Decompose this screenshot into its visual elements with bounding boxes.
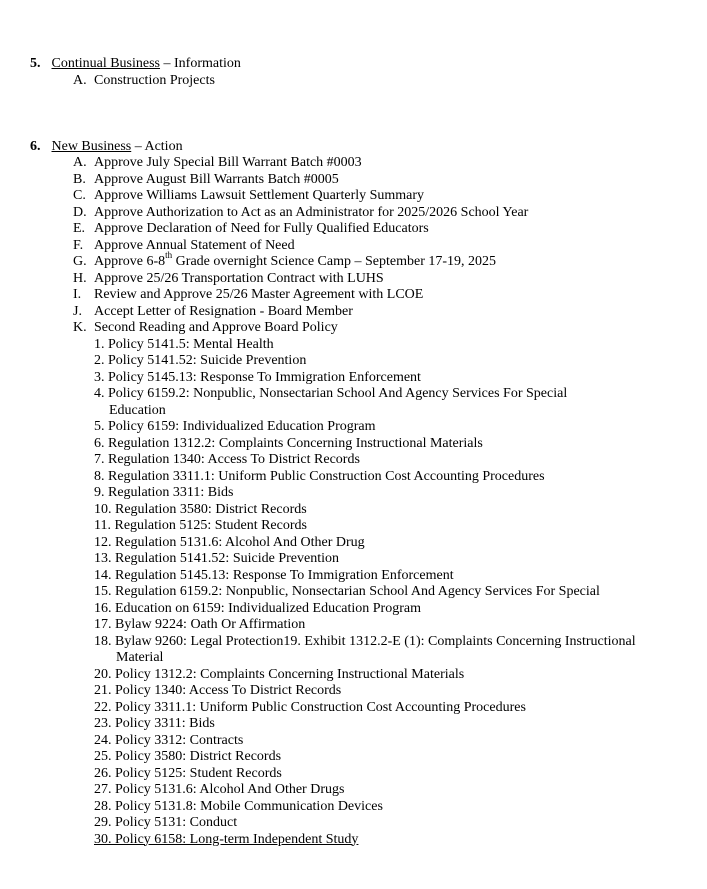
policy-text: Policy 5145.13: Response To Immigration Enforcement [108,369,421,385]
policy-text: Policy 1312.2: Complaints Concerning Instructional Materials [115,666,465,682]
policy-number: 20. [94,666,112,682]
policy-text: Policy 3312: Contracts [115,732,244,748]
item-label: I. [73,287,82,302]
policy-item [94,485,233,501]
item-label: E. [73,221,86,236]
new-business-item [73,155,362,171]
policy-text: Regulation 5131.6: Alcohol And Other Drug [115,534,365,550]
policy-number: 14. [94,567,112,583]
policy-item [94,832,358,848]
policy-text: Policy 6159: Individualized Education Program [108,419,376,434]
item-label: G. [73,254,87,269]
item-text: Second Reading and Approve Board Policy [94,320,338,335]
policy-number: 7. [94,452,105,467]
item-label: J. [73,303,82,319]
policy-item [94,469,545,485]
item-text: Approve August Bill Warrants Batch #0005 [94,171,339,187]
policy-number: 9. [94,485,105,500]
new-business-item [73,238,295,254]
item-text: Approve Williams Lawsuit Settlement Quarterly Summary [94,188,425,203]
policy-item [94,634,636,650]
policy-number: 21. [94,683,112,698]
policy-text: Policy 6158: Long-term Independent Study [115,831,359,847]
policy-number: 6. [94,435,105,451]
policy-number: 5. [94,419,105,434]
policy-text: Policy 3311: Bids [115,716,215,731]
policy-number: 30. [94,831,112,847]
policy-item [94,518,307,534]
item-text: Review and Approve 25/26 Master Agreement with LCOE [94,287,424,302]
policy-item [94,386,567,402]
policy-item [94,370,421,386]
item-label: B. [73,171,86,187]
policy-text: Policy 3580: District Records [115,749,282,764]
new-business-item [73,287,423,303]
policy-text: Policy 5131.8: Mobile Communication Devices [115,798,383,814]
policy-number: 17. [94,617,112,632]
ordinal-superscript: th [165,250,173,261]
policy-item [94,601,421,617]
policy-item [94,551,339,567]
policy-text: Policy 6159.2: Nonpublic, Nonsectarian School And Agency Services For Special [108,386,568,401]
section-5-suffix: – Information [160,56,241,71]
policy-text-continuation: Education [109,402,166,418]
new-business-item [73,271,384,287]
policy-number: 25. [94,749,112,764]
item-text: Approve 25/26 Transportation Contract with LUHS [94,270,384,286]
item-text: Approve July Special Bill Warrant Batch #0003 [94,155,362,170]
policy-number: 28. [94,798,112,814]
policy-item [94,617,305,633]
policy-number: 2. [94,353,105,368]
policy-item [94,799,383,815]
item-label: A. [73,73,87,88]
policy-item [94,337,274,353]
policy-item [94,782,344,798]
policy-text: Policy 5141.5: Mental Health [108,336,274,352]
section-6-title: New Business [51,139,132,154]
policy-number: 18. [94,633,112,649]
new-business-item [73,304,353,320]
policy-text: Bylaw 9260: Legal Protection19. Exhibit 1312.2-E (1): Complaints Concerning Instructional [115,633,636,649]
policy-text: Policy 5131.6: Alcohol And Other Drugs [115,782,345,797]
item-label: C. [73,188,86,203]
policy-number: 1. [94,336,105,352]
policy-number: 23. [94,716,112,731]
item-text: Approve Declaration of Need for Fully Qualified Educators [94,221,429,236]
policy-item [94,452,360,468]
new-business-item [73,205,528,221]
policy-text-continuation: Material [116,650,164,665]
policy-item [94,353,306,369]
policy-item [94,749,281,765]
section-5-heading [30,56,241,72]
policy-text: Education on 6159: Individualized Education Program [115,600,421,616]
policy-number: 16. [94,600,112,616]
policy-text: Regulation 3580: District Records [115,501,307,517]
policy-text: Policy 5141.52: Suicide Prevention [108,353,307,368]
policy-number: 15. [94,584,112,599]
item-text: Approve Authorization to Act as an Administrator for 2025/2026 School Year [94,204,529,220]
policy-item [94,584,600,600]
policy-number: 11. [94,518,111,533]
section-5-number: 5. [30,56,41,71]
policy-item [94,700,526,716]
policy-text: Regulation 1312.2: Complaints Concerning Instructional Materials [108,435,483,451]
policy-number: 26. [94,765,112,781]
policy-item [94,716,215,732]
policy-number: 29. [94,815,112,830]
section-5-item [73,73,215,89]
policy-text: Regulation 5145.13: Response To Immigration Enforcement [115,567,454,583]
policy-number: 4. [94,386,105,401]
policy-number: 12. [94,534,112,550]
item-label: F. [73,237,84,253]
policy-item [94,535,365,551]
policy-text: Regulation 3311: Bids [108,485,234,500]
new-business-item [73,320,338,336]
policy-item [94,815,237,831]
policy-number: 3. [94,369,105,385]
policy-text: Regulation 1340: Access To District Records [108,452,360,467]
item-text: Accept Letter of Resignation - Board Member [94,303,353,319]
policy-number: 24. [94,732,112,748]
policy-item [94,683,341,699]
section-6-suffix: – Action [131,139,183,154]
item-text: Construction Projects [94,73,215,88]
policy-number: 8. [94,468,105,484]
policy-number: 27. [94,782,112,797]
new-business-item [73,188,424,204]
policy-item [94,667,464,683]
item-text: Approve 6-8th Grade overnight Science Camp – September 17-19, 2025 [94,250,497,269]
policy-text: Regulation 5125: Student Records [114,518,307,533]
policy-item [94,419,376,435]
policy-item [94,766,282,782]
policy-text: Policy 1340: Access To District Records [115,683,342,698]
section-6-heading [30,139,183,155]
new-business-item [73,250,497,270]
item-text: Approve Annual Statement of Need [94,237,295,253]
new-business-item [73,221,429,237]
policy-text: Policy 3311.1: Uniform Public Construction Cost Accounting Procedures [115,699,526,715]
policy-number: 13. [94,551,112,566]
policy-item [94,568,454,584]
section-6-number: 6. [30,139,41,154]
policy-item [94,733,243,749]
policy-item [94,502,307,518]
item-label: A. [73,155,87,170]
policy-text: Bylaw 9224: Oath Or Affirmation [115,617,306,632]
item-label: D. [73,204,87,220]
policy-number: 22. [94,699,112,715]
policy-number: 10. [94,501,112,517]
policy-text: Regulation 6159.2: Nonpublic, Nonsectarian School And Agency Services For Special [115,584,600,599]
policy-text: Regulation 3311.1: Uniform Public Construction Cost Accounting Procedures [108,468,545,484]
item-label: K. [73,320,87,335]
section-5-title: Continual Business [51,56,161,71]
policy-text: Regulation 5141.52: Suicide Prevention [115,551,339,566]
new-business-item [73,172,339,188]
policy-text: Policy 5131: Conduct [115,815,238,830]
item-label: H. [73,270,87,286]
policy-text: Policy 5125: Student Records [115,765,282,781]
policy-item [94,436,483,452]
